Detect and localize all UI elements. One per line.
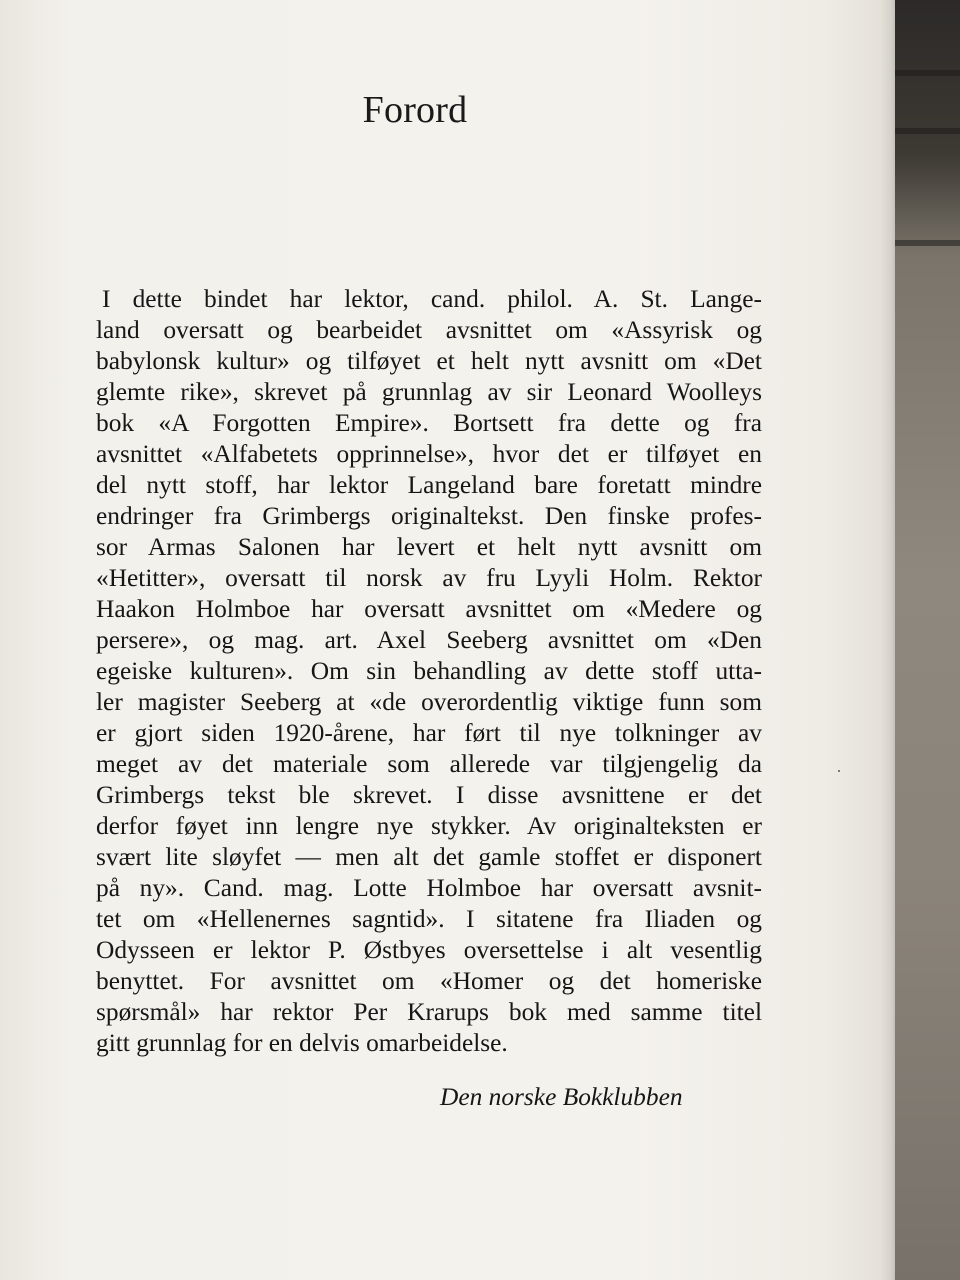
text-line: I dette bindet har lektor, cand. philol. A. St. Lange- — [102, 285, 762, 313]
text-line: ler magister Seeberg at «de overordentlig viktige funn som — [96, 688, 762, 716]
text-line: meget av det materiale som allerede var tilgjengelig da — [96, 750, 762, 778]
text-line: tet om «Hellenernes sagntid». I sitatene fra Iliaden og — [96, 905, 762, 933]
text-line: Haakon Holmboe har oversatt avsnittet om «Medere og — [96, 595, 762, 623]
text-line: Odysseen er lektor P. Østbyes oversettelse i alt vesentlig — [96, 936, 762, 964]
text-line: gitt grunnlag for en delvis omarbeidelse. — [96, 1029, 508, 1057]
text-line: på ny». Cand. mag. Lotte Holmboe har oversatt avsnit- — [96, 874, 762, 902]
text-line: er gjort siden 1920-årene, har ført til nye tolkninger av — [96, 719, 762, 747]
text-line: persere», og mag. art. Axel Seeberg avsnittet om «Den — [96, 626, 762, 654]
text-line: land oversatt og bearbeidet avsnittet om «Assyrisk og — [96, 316, 762, 344]
text-line: Grimbergs tekst ble skrevet. I disse avsnittene er det — [96, 781, 762, 809]
background-books — [895, 0, 960, 1280]
text-line: «Hetitter», oversatt til norsk av fru Lyyli Holm. Rektor — [96, 564, 762, 592]
signature: Den norske Bokklubben — [440, 1083, 683, 1111]
text-line: spørsmål» har rektor Per Krarups bok med samme titel — [96, 998, 762, 1026]
background-shelf-line — [895, 240, 960, 246]
page-title: Forord — [362, 89, 468, 131]
text-line: glemte rike», skrevet på grunnlag av sir Leonard Woolleys — [96, 378, 762, 406]
text-line: endringer fra Grimbergs originaltekst. Den finske profes- — [96, 502, 762, 530]
preface-body — [96, 284, 762, 1059]
text-line: del nytt stoff, har lektor Langeland bare foretatt mindre — [96, 471, 762, 499]
text-line: derfor føyet inn lengre nye stykker. Av originalteksten er — [96, 812, 762, 840]
text-line: sor Armas Salonen har levert et helt nytt avsnitt om — [96, 533, 762, 561]
paper-speck — [838, 770, 840, 772]
text-line: babylonsk kultur» og tilføyet et helt nytt avsnitt om «Det — [96, 347, 762, 375]
text-line: svært lite sløyfet — men alt det gamle stoffet er disponert — [96, 843, 762, 871]
background-shelf-line — [895, 70, 960, 76]
text-line: avsnittet «Alfabetets opprinnelse», hvor det er tilføyet en — [96, 440, 762, 468]
text-line: bok «A Forgotten Empire». Bortsett fra dette og fra — [96, 409, 762, 437]
text-line: egeiske kulturen». Om sin behandling av dette stoff utta- — [96, 657, 762, 685]
text-line: benyttet. For avsnittet om «Homer og det homeriske — [96, 967, 762, 995]
background-shelf-line — [895, 128, 960, 134]
